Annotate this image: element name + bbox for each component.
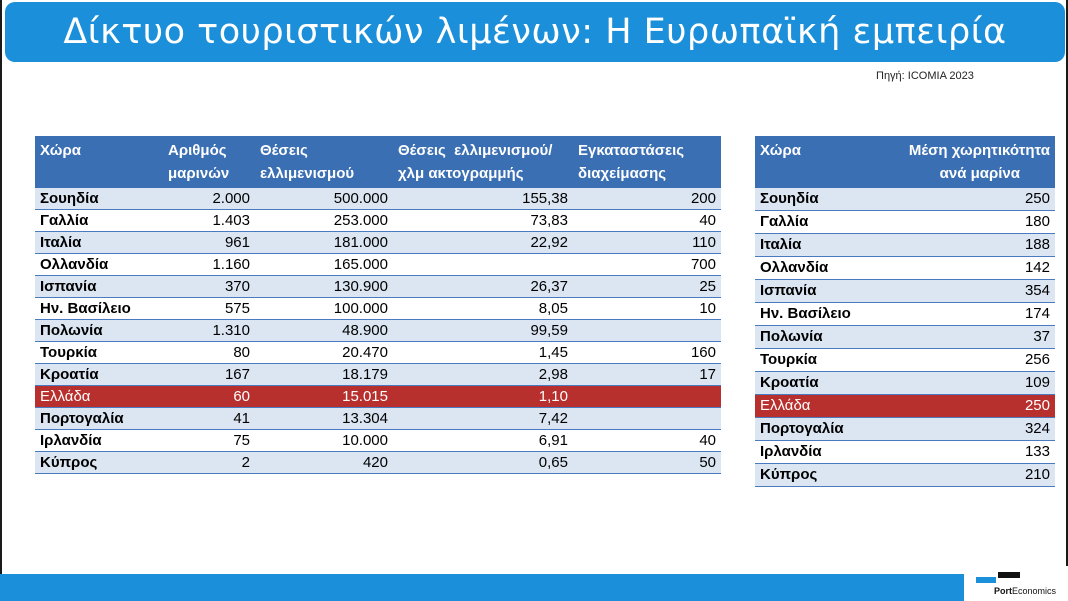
cell-country: Κροατία bbox=[755, 372, 890, 395]
cell-value bbox=[573, 408, 721, 430]
cell-country: Πολωνία bbox=[35, 320, 163, 342]
cell-value: 165.000 bbox=[255, 254, 393, 276]
table-row bbox=[755, 326, 1055, 349]
cell-value: 17 bbox=[573, 364, 721, 386]
title-banner bbox=[5, 2, 1065, 62]
header-avg-capacity: Μέση χωρητικότητα ανά μαρίνα bbox=[890, 136, 1055, 188]
cell-value: 1.160 bbox=[163, 254, 255, 276]
cell-value: 180 bbox=[890, 211, 1055, 234]
cell-value: 1,10 bbox=[393, 386, 573, 408]
cell-value: 50 bbox=[573, 452, 721, 474]
table-row bbox=[35, 408, 721, 430]
cell-value: 110 bbox=[573, 232, 721, 254]
cell-country: Ιρλανδία bbox=[755, 441, 890, 464]
cell-country: Ιταλία bbox=[35, 232, 163, 254]
table-row bbox=[35, 210, 721, 232]
header-winter-storage: Εγκαταστάσεις διαχείμασης bbox=[573, 136, 721, 188]
table-row bbox=[35, 320, 721, 342]
cell-value: 253.000 bbox=[255, 210, 393, 232]
cell-country: Ολλανδία bbox=[35, 254, 163, 276]
cell-value: 167 bbox=[163, 364, 255, 386]
cell-value: 15.015 bbox=[255, 386, 393, 408]
table-row bbox=[755, 349, 1055, 372]
header-country: Χώρα bbox=[35, 136, 163, 188]
source-note: Πηγή: ICOMIA 2023 bbox=[876, 70, 974, 82]
cell-value: 73,83 bbox=[393, 210, 573, 232]
cell-value: 7,42 bbox=[393, 408, 573, 430]
cell-value: 1.310 bbox=[163, 320, 255, 342]
cell-value: 109 bbox=[890, 372, 1055, 395]
cell-value: 48.900 bbox=[255, 320, 393, 342]
logo-mark-blue bbox=[976, 577, 996, 583]
cell-value: 2.000 bbox=[163, 188, 255, 210]
cell-value: 41 bbox=[163, 408, 255, 430]
cell-country: Ιταλία bbox=[755, 234, 890, 257]
cell-value: 80 bbox=[163, 342, 255, 364]
table-row bbox=[35, 342, 721, 364]
table-row bbox=[755, 234, 1055, 257]
table-row bbox=[755, 280, 1055, 303]
table-row bbox=[35, 232, 721, 254]
logo-mark-black bbox=[998, 572, 1020, 578]
cell-value bbox=[573, 386, 721, 408]
table-row bbox=[35, 364, 721, 386]
cell-value: 250 bbox=[890, 188, 1055, 211]
cell-country: Πορτογαλία bbox=[35, 408, 163, 430]
table-row bbox=[755, 188, 1055, 211]
cell-value: 210 bbox=[890, 464, 1055, 487]
cell-value: 256 bbox=[890, 349, 1055, 372]
cell-value: 10.000 bbox=[255, 430, 393, 452]
cell-value: 500.000 bbox=[255, 188, 393, 210]
cell-country: Κροατία bbox=[35, 364, 163, 386]
slide-title: Δίκτυο τουριστικών λιμένων: Η Ευρωπαϊκή εμπειρία bbox=[63, 12, 1007, 52]
cell-value: 8,05 bbox=[393, 298, 573, 320]
cell-value: 575 bbox=[163, 298, 255, 320]
cell-country: Ελλάδα bbox=[755, 395, 890, 418]
cell-country: Ισπανία bbox=[35, 276, 163, 298]
cell-value: 99,59 bbox=[393, 320, 573, 342]
cell-value: 40 bbox=[573, 210, 721, 232]
left-frame-edge bbox=[0, 0, 2, 601]
cell-value: 25 bbox=[573, 276, 721, 298]
cell-value: 60 bbox=[163, 386, 255, 408]
cell-country: Πολωνία bbox=[755, 326, 890, 349]
table-row bbox=[755, 441, 1055, 464]
cell-value: 700 bbox=[573, 254, 721, 276]
table-row bbox=[35, 298, 721, 320]
cell-value: 1.403 bbox=[163, 210, 255, 232]
cell-value: 961 bbox=[163, 232, 255, 254]
cell-value: 142 bbox=[890, 257, 1055, 280]
cell-country: Σουηδία bbox=[35, 188, 163, 210]
table-row bbox=[35, 386, 721, 408]
cell-country: Σουηδία bbox=[755, 188, 890, 211]
table-row bbox=[755, 257, 1055, 280]
cell-country: Γαλλία bbox=[755, 211, 890, 234]
table-row bbox=[755, 464, 1055, 487]
cell-value: 75 bbox=[163, 430, 255, 452]
table-row bbox=[755, 303, 1055, 326]
cell-value: 181.000 bbox=[255, 232, 393, 254]
table-row bbox=[35, 276, 721, 298]
cell-value: 20.470 bbox=[255, 342, 393, 364]
table-row bbox=[35, 430, 721, 452]
cell-value: 6,91 bbox=[393, 430, 573, 452]
cell-value: 133 bbox=[890, 441, 1055, 464]
cell-country: Ολλανδία bbox=[755, 257, 890, 280]
cell-value: 155,38 bbox=[393, 188, 573, 210]
cell-value: 160 bbox=[573, 342, 721, 364]
cell-value: 420 bbox=[255, 452, 393, 474]
cell-country: Γαλλία bbox=[35, 210, 163, 232]
cell-value: 10 bbox=[573, 298, 721, 320]
cell-value: 37 bbox=[890, 326, 1055, 349]
table-row bbox=[35, 452, 721, 474]
header-marinas-count: Αριθμός μαρινών bbox=[163, 136, 255, 188]
cell-value bbox=[393, 254, 573, 276]
cell-country: Τουρκία bbox=[35, 342, 163, 364]
table-row bbox=[755, 395, 1055, 418]
cell-value: 130.900 bbox=[255, 276, 393, 298]
header-berths-per-km: Θέσεις ελλιμενισμού/ χλμ ακτογραμμής bbox=[393, 136, 573, 188]
cell-value: 324 bbox=[890, 418, 1055, 441]
marinas-table-header bbox=[35, 136, 721, 188]
cell-value: 0,65 bbox=[393, 452, 573, 474]
header-berths: Θέσεις ελλιμενισμού bbox=[255, 136, 393, 188]
table-row bbox=[755, 418, 1055, 441]
table-row bbox=[35, 254, 721, 276]
cell-value: 354 bbox=[890, 280, 1055, 303]
cell-value: 26,37 bbox=[393, 276, 573, 298]
cell-value: 2,98 bbox=[393, 364, 573, 386]
cell-value: 174 bbox=[890, 303, 1055, 326]
cell-value: 40 bbox=[573, 430, 721, 452]
cell-value: 18.179 bbox=[255, 364, 393, 386]
cell-value: 2 bbox=[163, 452, 255, 474]
cell-country: Ελλάδα bbox=[35, 386, 163, 408]
cell-value: 100.000 bbox=[255, 298, 393, 320]
logo-text: PortEconomics bbox=[994, 586, 1057, 596]
cell-country: Πορτογαλία bbox=[755, 418, 890, 441]
cell-country: Κύπρος bbox=[755, 464, 890, 487]
footer-bar bbox=[0, 574, 1068, 601]
cell-value bbox=[573, 320, 721, 342]
porteconomics-logo bbox=[964, 566, 1068, 601]
cell-country: Ην. Βασίλειο bbox=[755, 303, 890, 326]
cell-value: 200 bbox=[573, 188, 721, 210]
table-row bbox=[755, 211, 1055, 234]
cell-value: 370 bbox=[163, 276, 255, 298]
capacity-table bbox=[755, 136, 1055, 487]
cell-country: Ιρλανδία bbox=[35, 430, 163, 452]
capacity-table-header bbox=[755, 136, 1055, 188]
cell-value: 13.304 bbox=[255, 408, 393, 430]
cell-value: 188 bbox=[890, 234, 1055, 257]
cell-country: Ισπανία bbox=[755, 280, 890, 303]
cell-country: Τουρκία bbox=[755, 349, 890, 372]
cell-value: 22,92 bbox=[393, 232, 573, 254]
cell-value: 1,45 bbox=[393, 342, 573, 364]
cell-country: Ην. Βασίλειο bbox=[35, 298, 163, 320]
table-row bbox=[755, 372, 1055, 395]
table-row bbox=[35, 188, 721, 210]
marinas-table bbox=[35, 136, 721, 474]
header-country: Χώρα bbox=[755, 136, 890, 188]
cell-value: 250 bbox=[890, 395, 1055, 418]
cell-country: Κύπρος bbox=[35, 452, 163, 474]
